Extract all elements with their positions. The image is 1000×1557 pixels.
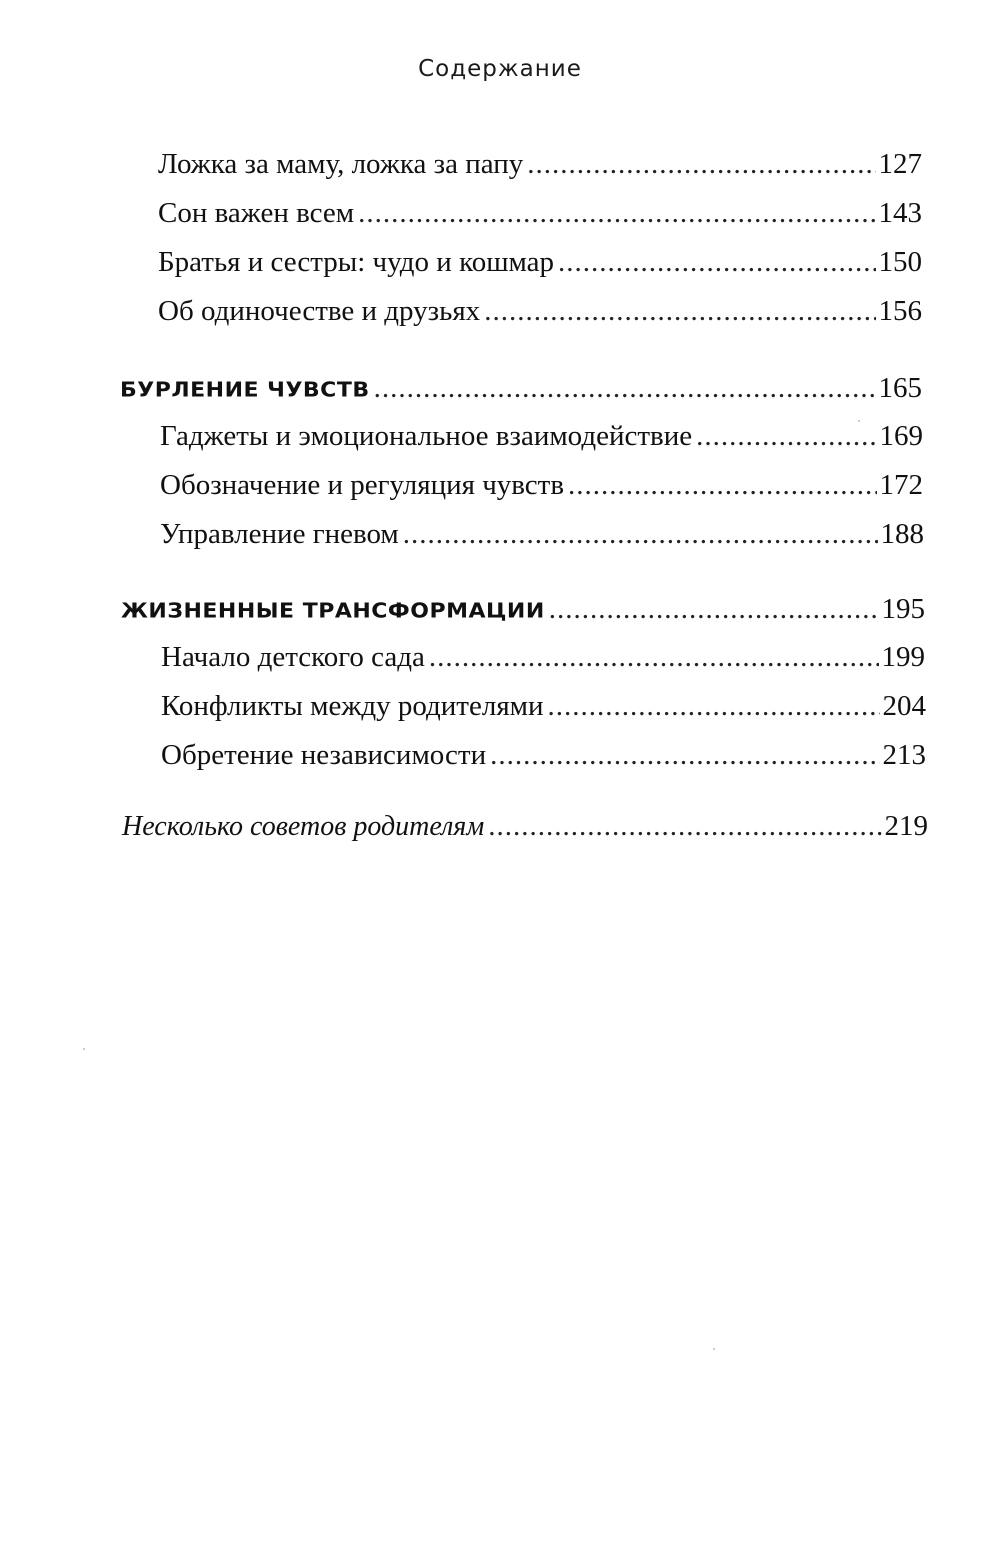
dot-leader [488, 810, 881, 843]
toc-entry[interactable] [160, 518, 924, 551]
toc-entry-title: Гаджеты и эмоциональное взаимодействие [160, 420, 693, 452]
toc-entry-page: 188 [880, 518, 924, 550]
toc-section-entry[interactable] [120, 372, 922, 405]
toc-entry-title: Сон важен всем [158, 197, 355, 229]
toc-entry-title: Обретение независимости [161, 739, 487, 771]
dot-leader [374, 372, 876, 405]
toc-closing-title: Несколько советов родителям [122, 811, 485, 842]
toc-entry[interactable] [161, 690, 926, 723]
toc-entry-title: Конфликты между родителями [161, 690, 544, 722]
toc-entry-page: 143 [878, 197, 922, 229]
dot-leader [484, 295, 875, 328]
toc-entry-title: Начало детского сада [161, 641, 425, 673]
toc-entry[interactable] [161, 641, 925, 674]
dot-leader [490, 739, 879, 772]
toc-entry-page: 199 [881, 641, 925, 673]
dot-leader [403, 518, 878, 551]
dot-leader [527, 148, 875, 181]
toc-entry[interactable] [158, 246, 922, 279]
paper-speck [83, 1048, 85, 1050]
toc-closing-entry[interactable] [122, 810, 928, 843]
toc-entry[interactable] [158, 148, 922, 181]
toc-section-title: БУРЛЕНИЕ ЧУВСТВ [120, 379, 370, 402]
toc-entry-title: Братья и сестры: чудо и кошмар [158, 246, 555, 278]
running-head: Содержание [418, 56, 582, 82]
toc-entry[interactable] [161, 739, 926, 772]
toc-entry-page: 172 [879, 469, 923, 501]
toc-entry-title: Управление гневом [160, 518, 399, 550]
toc-section-page: 195 [881, 593, 925, 625]
dot-leader [548, 690, 880, 723]
toc-section-page: 165 [878, 372, 922, 404]
dot-leader [568, 469, 876, 502]
toc-entry[interactable] [158, 295, 922, 328]
dot-leader [358, 197, 875, 230]
toc-entry-page: 169 [879, 420, 923, 452]
dot-leader [429, 641, 879, 674]
paper-speck [713, 1348, 715, 1350]
toc-entry-page: 213 [882, 739, 926, 771]
toc-entry-title: Обозначение и регуляция чувств [160, 469, 565, 501]
toc-entry-page: 156 [878, 295, 922, 327]
dot-leader [558, 246, 875, 279]
toc-closing-page: 219 [884, 810, 928, 842]
toc-entry[interactable] [160, 469, 923, 502]
toc-entry-title: Ложка за маму, ложка за папу [158, 148, 524, 180]
toc-entry-page: 127 [878, 148, 922, 180]
toc-entry[interactable] [158, 197, 922, 230]
toc-section-title: ЖИЗНЕННЫЕ ТРАНСФОРМАЦИИ [121, 600, 545, 623]
toc-entry-page: 204 [882, 690, 926, 722]
toc-section-entry[interactable] [121, 593, 925, 626]
toc-entry-page: 150 [878, 246, 922, 278]
dot-leader [549, 593, 879, 626]
toc-entry-title: Об одиночестве и друзьях [158, 295, 481, 327]
paper-speck [858, 420, 860, 422]
toc-entry[interactable] [160, 420, 923, 453]
dot-leader [696, 420, 876, 453]
